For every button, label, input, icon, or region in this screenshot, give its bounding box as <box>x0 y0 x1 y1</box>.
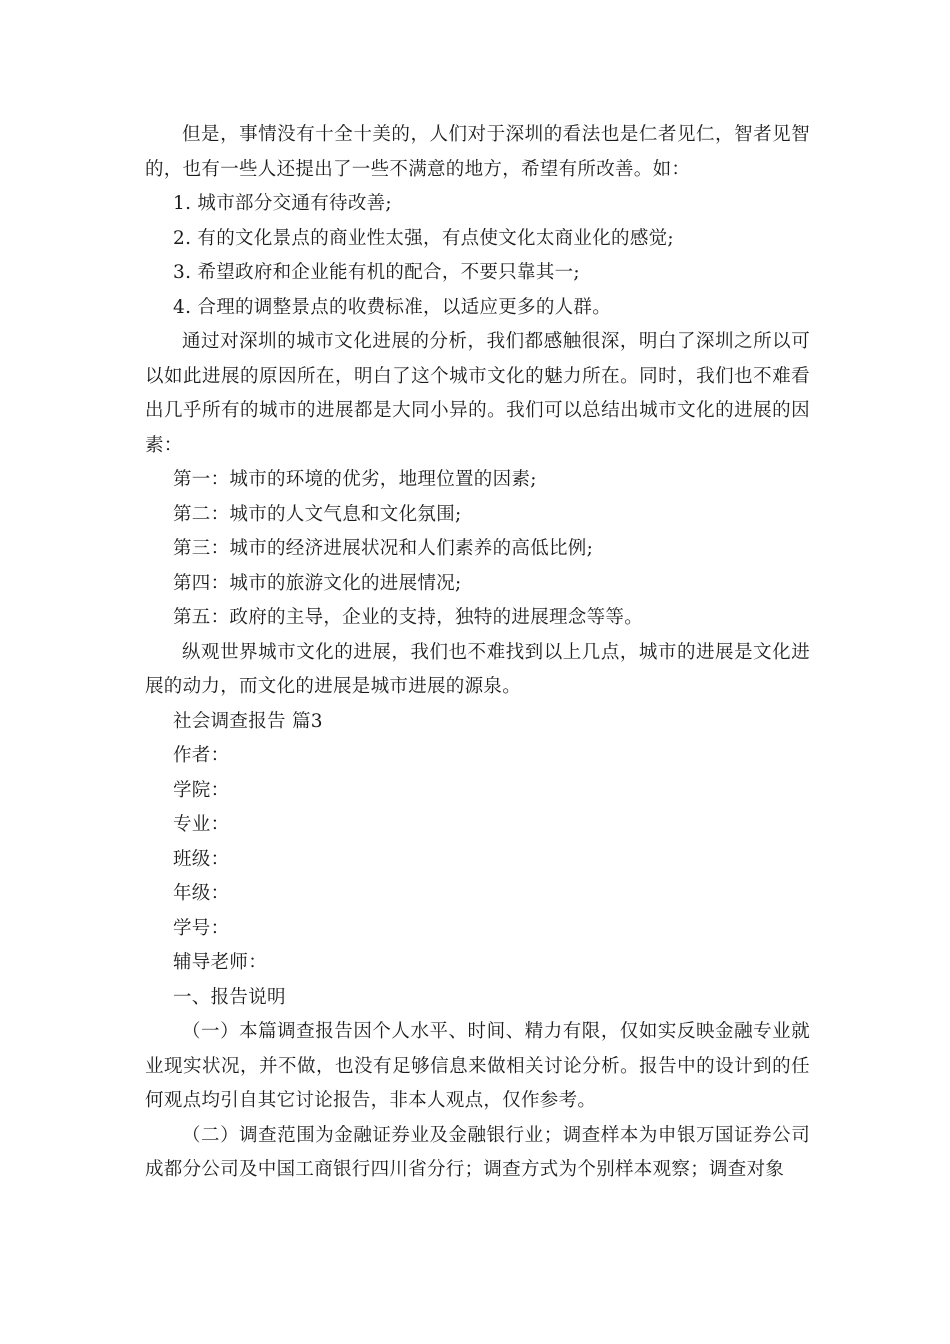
field-student-id: 学号： <box>173 917 230 939</box>
paragraph-conclusion: 纵观世界城市文化的进展，我们也不难找到以上几点，城市的进展是文化进展的动力，而文化的进展是城市进展的源泉。 <box>145 641 810 697</box>
section-heading-report-notes: 一、报告说明 <box>173 986 286 1008</box>
paragraph-note-2: （二）调查范围为金融证券业及金融银行业；调查样本为申银万国证券公司成都分公司及中国工商银行四川省分行；调查方式为个别样本观察；调查对象 <box>145 1124 810 1180</box>
paragraph-feedback-intro: 但是，事情没有十全十美的，人们对于深圳的看法也是仁者见仁，智者见智的，也有一些人还提出了一些不满意的地方，希望有所改善。如： <box>145 124 810 180</box>
field-major: 专业： <box>173 814 230 835</box>
factor-3: 第三：城市的经济进展状况和人们素养的高低比例; <box>173 538 594 559</box>
list-item-4: 4. 合理的调整景点的收费标准，以适应更多的人群。 <box>173 296 612 318</box>
field-advisor: 辅导老师： <box>173 952 268 973</box>
paragraph-analysis: 通过对深圳的城市文化进展的分析，我们都感触很深，明白了深圳之所以可以如此进展的原因所在，明白了这个城市文化的魅力所在。同时，我们也不难看出几乎所有的城市的进展都是大同小异的。我们可以总结出城市文化的进展的因素： <box>145 331 810 456</box>
list-item-2: 2. 有的文化景点的商业性太强，有点使文化太商业化的感觉; <box>173 227 674 249</box>
list-item-3: 3. 希望政府和企业能有机的配合，不要只靠其一; <box>173 262 580 283</box>
field-author: 作者： <box>173 745 230 766</box>
field-college: 学院： <box>173 779 230 801</box>
section-heading-report-3: 社会调查报告 篇3 <box>173 710 323 732</box>
field-class: 班级： <box>173 848 230 870</box>
factor-2: 第二：城市的人文气息和文化氛围; <box>173 503 462 525</box>
list-item-1: 1. 城市部分交通有待改善; <box>173 193 392 214</box>
document-body <box>145 118 810 1188</box>
paragraph-note-1: （一）本篇调查报告因个人水平、时间、精力有限，仅如实反映金融专业就业现实状况，并不做，也没有足够信息来做相关讨论分析。报告中的设计到的任何观点均引自其它讨论报告，非本人观点，仅作参考。 <box>145 1021 810 1111</box>
factor-4: 第四：城市的旅游文化的进展情况; <box>173 572 462 594</box>
factor-1: 第一：城市的环境的优劣，地理位置的因素; <box>173 469 537 490</box>
factor-5: 第五：政府的主导，企业的支持，独特的进展理念等等。 <box>173 607 644 628</box>
field-grade: 年级： <box>173 883 230 904</box>
